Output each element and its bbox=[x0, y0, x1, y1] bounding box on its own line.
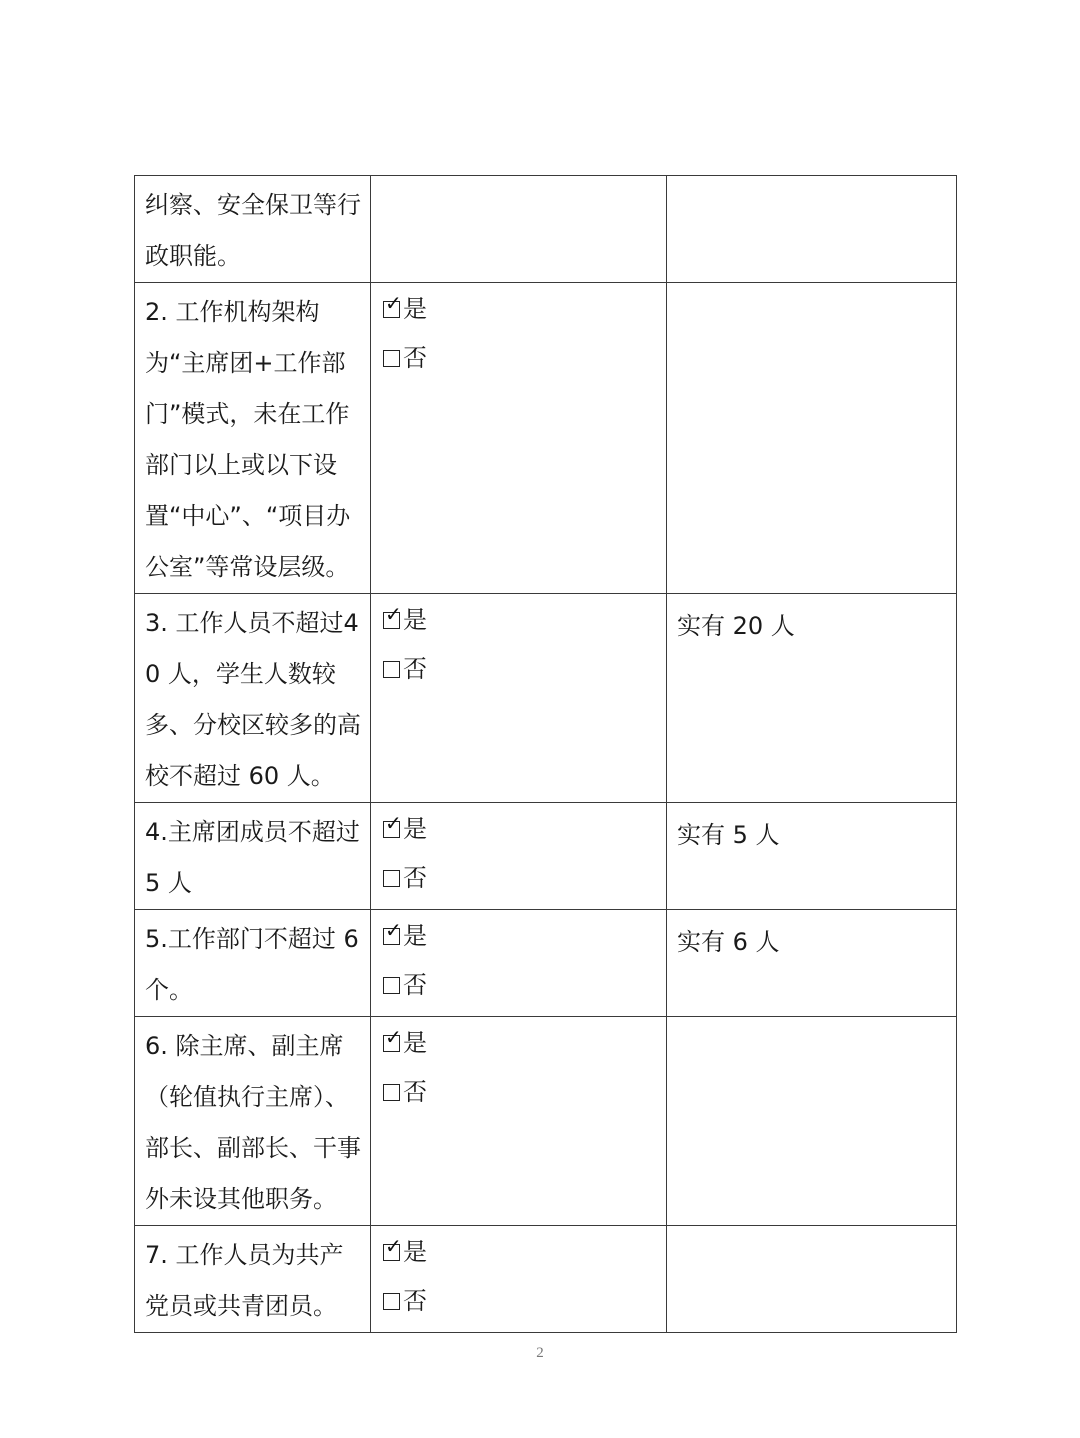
checklist-table bbox=[134, 175, 957, 1333]
empty-box-icon[interactable] bbox=[383, 870, 400, 887]
empty-box-icon[interactable] bbox=[383, 661, 400, 678]
empty-box-icon[interactable] bbox=[383, 1084, 400, 1101]
empty-box-icon[interactable] bbox=[383, 977, 400, 994]
option-yes[interactable]: ✓ 是 bbox=[385, 918, 427, 950]
note-text bbox=[667, 1226, 956, 1238]
option-yes[interactable]: ✓ 是 bbox=[385, 1025, 427, 1057]
option-no[interactable]: 否 bbox=[383, 961, 666, 1010]
note-text: 实有 5 人 bbox=[677, 821, 780, 849]
requirement-text: 2. 工作机构架构为“主席团+工作部门”模式，未在工作部门以上或以下设置“中心”、“项目办公室”等常设层级。 bbox=[145, 298, 351, 581]
option-cell bbox=[371, 803, 667, 910]
empty-box-icon[interactable] bbox=[383, 1293, 400, 1310]
checked-box-icon[interactable]: ✓ bbox=[383, 301, 400, 318]
option-no[interactable]: 否 bbox=[383, 645, 666, 694]
requirement-text: 6. 除主席、副主席（轮值执行主席）、部长、副部长、干事外未设其他职务。 bbox=[145, 1032, 361, 1213]
option-cell bbox=[371, 594, 667, 803]
table-row bbox=[135, 594, 957, 803]
option-yes[interactable]: ✓ 是 bbox=[385, 1234, 427, 1266]
note-cell bbox=[667, 594, 957, 803]
requirement-text: 7. 工作人员为共产党员或共青团员。 bbox=[145, 1241, 344, 1320]
empty-box-icon[interactable] bbox=[383, 350, 400, 367]
requirement-text: 纠察、安全保卫等行政职能。 bbox=[145, 191, 361, 270]
checked-box-icon[interactable]: ✓ bbox=[383, 1244, 400, 1261]
checked-box-icon[interactable]: ✓ bbox=[383, 821, 400, 838]
option-cell bbox=[371, 176, 667, 283]
requirement-cell bbox=[135, 1017, 371, 1226]
table-row bbox=[135, 803, 957, 910]
requirement-cell bbox=[135, 1226, 371, 1333]
table-row bbox=[135, 176, 957, 283]
note-text bbox=[667, 283, 956, 295]
checked-box-icon[interactable]: ✓ bbox=[383, 928, 400, 945]
option-cell bbox=[371, 1226, 667, 1333]
note-cell bbox=[667, 803, 957, 910]
option-yes[interactable]: ✓ 是 bbox=[385, 811, 427, 843]
requirement-cell bbox=[135, 910, 371, 1017]
requirement-cell bbox=[135, 803, 371, 910]
option-no[interactable]: 否 bbox=[383, 1277, 666, 1326]
note-text bbox=[667, 1017, 956, 1029]
table-row bbox=[135, 1017, 957, 1226]
requirement-text: 3. 工作人员不超过40 人，学生人数较多、分校区较多的高校不超过 60 人。 bbox=[145, 609, 361, 790]
option-cell bbox=[371, 1017, 667, 1226]
note-cell bbox=[667, 910, 957, 1017]
note-cell bbox=[667, 1017, 957, 1226]
checked-box-icon[interactable]: ✓ bbox=[383, 1035, 400, 1052]
option-cell bbox=[371, 910, 667, 1017]
requirement-cell bbox=[135, 176, 371, 283]
note-text: 实有 20 人 bbox=[677, 612, 795, 640]
requirement-cell bbox=[135, 594, 371, 803]
note-text: 实有 6 人 bbox=[677, 928, 780, 956]
option-yes[interactable]: ✓ 是 bbox=[385, 291, 427, 323]
option-no[interactable]: 否 bbox=[383, 334, 666, 383]
note-cell bbox=[667, 176, 957, 283]
requirement-cell bbox=[135, 283, 371, 594]
option-cell bbox=[371, 283, 667, 594]
option-yes[interactable]: ✓ 是 bbox=[385, 602, 427, 634]
table-row bbox=[135, 1226, 957, 1333]
page-number: 2 bbox=[536, 1345, 544, 1361]
requirement-text: 5.工作部门不超过 6 个。 bbox=[145, 925, 359, 1004]
option-no[interactable]: 否 bbox=[383, 854, 666, 903]
option-no[interactable]: 否 bbox=[383, 1068, 666, 1117]
note-cell bbox=[667, 283, 957, 594]
requirement-text: 4.主席团成员不超过 5 人 bbox=[145, 818, 360, 897]
note-cell bbox=[667, 1226, 957, 1333]
checked-box-icon[interactable]: ✓ bbox=[383, 612, 400, 629]
table-row bbox=[135, 283, 957, 594]
table-row bbox=[135, 910, 957, 1017]
